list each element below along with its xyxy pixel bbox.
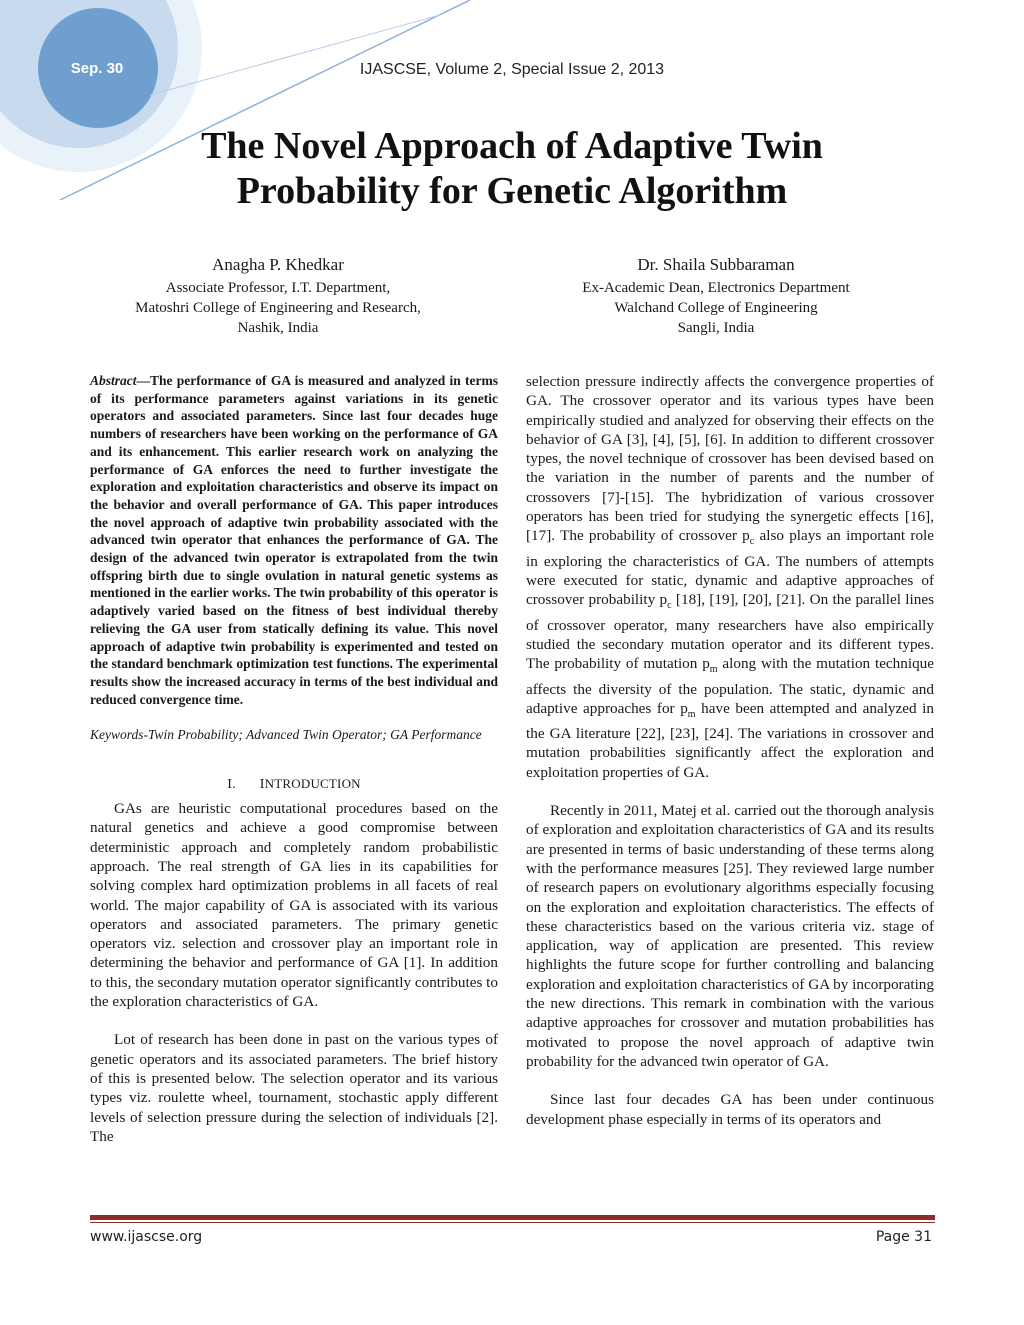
text-run: have been attempted and analyzed in the GA literature [22], [23], [24]. The variations in crossover and mutation probabilities significantly affect the exploration and exploitation properties of GA. — [526, 699, 934, 781]
intro-paragraph-1: GAs are heuristic computational procedures based on the natural genetics and achieve a good compromise between deterministic approach and completely random probabilistic approach. The real strength of GA lies in its capabilities for solving complex hard optimization problems in all facets of real world. The major capability of GA is associated with its various operators and associated parameters. The primary genetic operators viz. selection and crossover play an important role in determining the behavior and performance of GA [1]. In addition to this, the secondary mutation operator significantly contributes to the exploration characteristics of GA. — [90, 800, 498, 1011]
title-line-2: Probability for Genetic Algorithm — [236, 170, 788, 212]
left-column — [90, 372, 498, 1146]
body-paragraph-1 — [526, 372, 934, 782]
paper-title — [80, 124, 944, 214]
footer-rule-thin — [90, 1222, 935, 1223]
section-title-initial: I — [259, 777, 265, 793]
section-number: I. — [227, 777, 236, 793]
author-affiliation: Associate Professor, I.T. Department, — [165, 280, 391, 296]
right-column — [526, 372, 934, 1129]
author-affiliation: Ex-Academic Dean, Electronics Department — [582, 280, 850, 296]
author-affiliation: Nashik, India — [237, 320, 319, 336]
text-run: [18], [19], [20], [21]. On the parallel lines of crossover operator, many researchers have also empirically studied the secondary mutation operator and its different types. The probability of mutation p — [526, 591, 934, 673]
text-run: selection pressure indirectly affects the convergence properties of GA. The crossover operator and its various types have been empirically studied and analyzed for observing their effects on the behavior of GA [3], [4], [5], [6]. In addition to different crossover types, the novel technique of crossover has been devised based on the variation in the number of parents and the number of crossovers [7]-[15]. The hybridization of various crossover operators has been tried for studying the synergetic effects [16], [17]. The probability of crossover p — [526, 373, 934, 545]
title-line-1: The Novel Approach of Adaptive Twin — [201, 125, 823, 167]
keywords: Keywords-Twin Probability; Advanced Twin Operator; GA Performance — [90, 727, 482, 743]
author-affiliation: Sangli, India — [677, 320, 755, 336]
journal-header: IJASCSE, Volume 2, Special Issue 2, 2013 — [359, 61, 665, 78]
subscript: c — [667, 600, 672, 612]
author-block-2 — [536, 255, 896, 338]
footer-rule — [90, 1215, 935, 1220]
footer-website-link[interactable]: www.ijascse.org — [90, 1229, 203, 1245]
author-block-1 — [98, 255, 458, 338]
intro-paragraph-2: Lot of research has been done in past on the various types of genetic operators and its associated parameters. The brief history of this is presented below. The selection operator and its various types viz. roulette wheel, tournament, stochastic apply different levels of selection pressure during the selection of individuals [2]. The — [90, 1031, 498, 1145]
subscript: c — [749, 536, 755, 548]
abstract — [90, 372, 498, 708]
author-name: Dr. Shaila Subbaraman — [637, 255, 795, 274]
author-affiliation: Walchand College of Engineering — [614, 300, 818, 316]
section-title-rest: NTRODUCTION — [264, 776, 361, 792]
abstract-label: Abstract — [90, 373, 137, 388]
page-number: Page 31 — [875, 1229, 932, 1245]
date-badge: Sep. 30 — [70, 60, 124, 77]
body-paragraph-3: Since last four decades GA has been under continuous development phase especially in terms of its operators and — [526, 1091, 934, 1128]
text-run: along with the mutation technique affects the diversity of the population. The static, dynamic and adaptive approaches for p — [526, 655, 935, 717]
abstract-text: —The performance of GA is measured and analyzed in terms of its performance parameters against variations in its genetic operators and associated parameters. Since last four decades huge numbers of researchers have been working on the performance of GA and its enhancement. This earlier research work on analyzing the performance of GA enforces the need to further investigate the exploration and exploitation characteristics and observe its impact on the behavior and overall performance of GA. This paper introduces the novel approach of adaptive twin probability associated with the advanced twin operator that enhances the performance of GA. The design of the advanced twin operator is extrapolated from the twin offspring birth due to single ovulation in natural genetic systems as mentioned in the earlier works. The twin probability of this operator is adaptively varied based on the fitness of best individual thereby relieving the GA user from statically defining its value. This novel approach of adaptive twin probability is experimented and tested on the standard benchmark optimization test functions. The experimental results show the increased accuracy in terms of the best individual and reduced convergence time. — [90, 373, 498, 707]
subscript: m — [709, 664, 718, 676]
author-affiliation: Matoshri College of Engineering and Research, — [135, 300, 421, 316]
text-run: also plays an important role in exploring the characteristics of GA. The numbers of attempts were executed for static, dynamic and adaptive approaches of crossover probability p — [526, 527, 934, 609]
subscript: m — [687, 708, 696, 720]
section-heading — [90, 776, 498, 793]
body-paragraph-2: Recently in 2011, Matej et al. carried out the thorough analysis of exploration and exploitation characteristics of GA and its results are presented in terms of basic understanding of these terms along with the performance measures [25]. They reviewed large number of research papers on evolutionary algorithms especially focusing on the exploration and exploitation characteristics. The effects of these characteristics based on the various criteria viz. stage of application, way of application are presented. This review highlights the future scope for further controlling and balancing exploration and exploitation characteristics of GA by incorporating the new directions. This remark in combination with the various adaptive approaches for crossover and mutation probabilities has motivated to propose the novel approach of adaptive twin probability for the advanced twin operator of GA. — [526, 802, 934, 1070]
author-name: Anagha P. Khedkar — [212, 255, 344, 274]
